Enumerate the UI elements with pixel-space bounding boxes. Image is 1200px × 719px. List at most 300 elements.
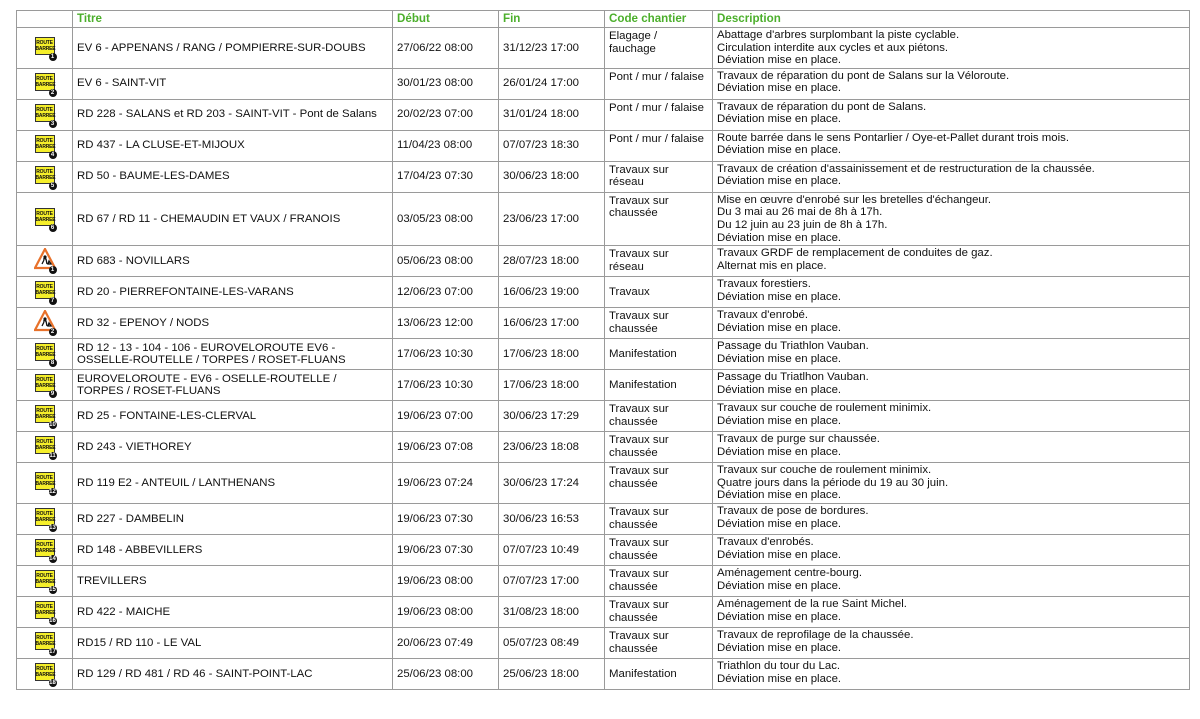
description-line: Déviation mise en place. — [717, 414, 842, 427]
cell-titre[interactable] — [73, 246, 393, 277]
row-icon-cell — [17, 370, 73, 401]
table-row[interactable] — [17, 432, 1190, 463]
road-closed-sign-icon — [34, 599, 56, 625]
road-closed-sign-icon — [34, 71, 56, 97]
cell-debut: 19/06/23 08:00 — [393, 596, 499, 627]
marker-number: 13 — [49, 524, 56, 531]
titre-line: RD 228 - SALANS et RD 203 - SAINT-VIT - Pont de Salans — [77, 108, 377, 121]
titre-line: OSSELLE-ROUTELLE / TORPES / ROSET-FLUANS — [77, 354, 346, 367]
sign-text-route: ROUTE — [36, 106, 53, 113]
sign-text-route: ROUTE — [36, 284, 53, 291]
cell-debut: 11/04/23 08:00 — [393, 130, 499, 161]
code-line: Elagage / — [609, 30, 658, 42]
header-icon — [17, 11, 73, 28]
sign-text-route: ROUTE — [36, 634, 53, 641]
row-icon-cell — [17, 28, 73, 69]
road-closed-sign-icon — [34, 537, 56, 563]
cell-fin: 17/06/23 18:00 — [499, 370, 605, 401]
sign-text-barree: BARREE — [35, 578, 56, 585]
roadworks-warning-icon — [34, 310, 56, 336]
table-row[interactable] — [17, 99, 1190, 130]
cell-description — [713, 370, 1190, 401]
titre-line: RD 227 - DAMBELIN — [77, 512, 184, 525]
row-icon-cell — [17, 277, 73, 308]
road-closed-sign-icon — [34, 206, 56, 232]
cell-titre[interactable] — [73, 596, 393, 627]
description-line: Déviation mise en place. — [717, 144, 842, 157]
cell-code-chantier — [605, 503, 713, 534]
cell-code-chantier — [605, 99, 713, 130]
cell-titre[interactable] — [73, 627, 393, 658]
cell-debut: 19/06/23 08:00 — [393, 565, 499, 596]
code-line: Pont / mur / falaise — [609, 132, 704, 145]
description-line: Route barrée dans le sens Pontarlier / Oye-et-Pallet durant trois mois. — [717, 131, 1070, 144]
road-closed-sign-icon — [34, 372, 56, 398]
cell-fin: 31/08/23 18:00 — [499, 596, 605, 627]
road-closed-sign-icon — [34, 279, 56, 305]
description-line: Mise en œuvre d'enrobé sur les bretelles d'échangeur. — [717, 193, 992, 206]
sign-text-barree: BARREE — [35, 383, 56, 390]
cell-code-chantier — [605, 130, 713, 161]
table-row[interactable] — [17, 503, 1190, 534]
header-description[interactable]: Description — [713, 11, 1190, 28]
code-line: Travaux sur — [609, 629, 669, 642]
cell-titre[interactable] — [73, 565, 393, 596]
row-icon-cell — [17, 130, 73, 161]
cell-description — [713, 192, 1190, 245]
description-line: Du 3 mai au 26 mai de 8h à 17h. — [717, 206, 883, 219]
cell-description — [713, 627, 1190, 658]
description-line: Du 12 juin au 23 juin de 8h à 17h. — [717, 218, 888, 231]
description-line: Travaux de purge sur chaussée. — [717, 433, 880, 446]
description-line: Travaux sur couche de roulement minimix. — [717, 464, 932, 477]
description-line: Travaux de pose de bordures. — [717, 504, 869, 517]
row-icon-cell — [17, 192, 73, 245]
marker-number: 4 — [49, 151, 57, 159]
cell-debut: 19/06/23 07:08 — [393, 432, 499, 463]
description-line: Travaux de réparation du pont de Salans. — [717, 100, 927, 113]
cell-debut: 19/06/23 07:30 — [393, 534, 499, 565]
cell-debut: 27/06/22 08:00 — [393, 28, 499, 69]
sign-text-route: ROUTE — [36, 39, 53, 46]
sign-text-route: ROUTE — [36, 541, 53, 548]
sign-text-barree: BARREE — [35, 445, 56, 452]
description-line: Déviation mise en place. — [717, 489, 842, 502]
row-icon-cell — [17, 308, 73, 339]
code-line: Pont / mur / falaise — [609, 70, 704, 83]
road-closed-sign-icon — [34, 341, 56, 367]
row-icon-cell — [17, 432, 73, 463]
cell-titre[interactable] — [73, 99, 393, 130]
cell-fin: 25/06/23 18:00 — [499, 658, 605, 689]
row-icon-cell — [17, 596, 73, 627]
table-row[interactable] — [17, 370, 1190, 401]
code-line: chaussée — [609, 415, 658, 428]
table-header-row — [17, 11, 1190, 28]
description-line: Déviation mise en place. — [717, 579, 842, 592]
code-line: Travaux sur — [609, 536, 669, 549]
cell-titre[interactable] — [73, 401, 393, 432]
sign-text-route: ROUTE — [36, 137, 53, 144]
table-row[interactable] — [17, 130, 1190, 161]
sign-text-barree: BARREE — [35, 414, 56, 421]
cell-fin: 17/06/23 18:00 — [499, 339, 605, 370]
cell-fin: 28/07/23 18:00 — [499, 246, 605, 277]
cell-debut: 05/06/23 08:00 — [393, 246, 499, 277]
marker-number: 2 — [49, 328, 57, 336]
cell-description — [713, 534, 1190, 565]
titre-line: RD 422 - MAICHE — [77, 605, 171, 618]
cell-titre[interactable] — [73, 503, 393, 534]
road-closed-sign-icon — [34, 164, 56, 190]
cell-debut: 17/06/23 10:30 — [393, 339, 499, 370]
row-icon-cell — [17, 534, 73, 565]
description-line: Travaux de réparation du pont de Salans sur la Véloroute. — [717, 69, 1010, 82]
cell-debut: 19/06/23 07:00 — [393, 401, 499, 432]
row-icon-cell — [17, 463, 73, 504]
row-icon-cell — [17, 161, 73, 192]
cell-code-chantier — [605, 68, 713, 99]
titre-line: RD 148 - ABBEVILLERS — [77, 543, 203, 556]
description-line: Déviation mise en place. — [717, 641, 842, 654]
description-line: Aménagement centre-bourg. — [717, 566, 862, 579]
code-line: Travaux — [609, 285, 650, 298]
table-row[interactable] — [17, 68, 1190, 99]
road-closed-sign-icon — [34, 434, 56, 460]
sign-text-barree: BARREE — [35, 81, 56, 88]
road-closed-sign-icon — [34, 568, 56, 594]
sign-text-route: ROUTE — [36, 603, 53, 610]
marker-number: 18 — [49, 679, 56, 686]
cell-code-chantier — [605, 401, 713, 432]
cell-fin: 30/06/23 17:24 — [499, 463, 605, 504]
code-line: chaussée — [609, 611, 658, 624]
sign-text-route: ROUTE — [36, 408, 53, 415]
cell-debut: 12/06/23 07:00 — [393, 277, 499, 308]
marker-number: 7 — [49, 297, 57, 305]
code-line: chaussée — [609, 549, 658, 562]
cell-fin: 30/06/23 17:29 — [499, 401, 605, 432]
road-closed-sign-icon — [34, 403, 56, 429]
cell-titre[interactable] — [73, 432, 393, 463]
description-line: Déviation mise en place. — [717, 290, 842, 303]
table-row[interactable] — [17, 565, 1190, 596]
table-row[interactable] — [17, 658, 1190, 689]
closures-table-container — [16, 10, 1189, 690]
description-line: Aménagement de la rue Saint Michel. — [717, 597, 907, 610]
marker-number: 5 — [49, 182, 57, 190]
table-row[interactable] — [17, 339, 1190, 370]
titre-line: RD 683 - NOVILLARS — [77, 254, 190, 267]
cell-debut: 20/06/23 07:49 — [393, 627, 499, 658]
table-row[interactable] — [17, 28, 1190, 69]
table-row[interactable] — [17, 161, 1190, 192]
sign-text-route: ROUTE — [36, 75, 53, 82]
sign-text-barree: BARREE — [35, 352, 56, 359]
cell-code-chantier — [605, 534, 713, 565]
description-line: Travaux d'enrobé. — [717, 309, 809, 322]
cell-description — [713, 28, 1190, 69]
sign-text-barree: BARREE — [35, 290, 56, 297]
cell-code-chantier — [605, 596, 713, 627]
cell-description — [713, 308, 1190, 339]
sign-text-barree: BARREE — [35, 481, 56, 488]
description-line: Travaux GRDF de remplacement de conduites de gaz. — [717, 247, 993, 260]
cell-debut: 19/06/23 07:30 — [393, 503, 499, 534]
marker-number: 2 — [49, 89, 57, 97]
cell-code-chantier — [605, 370, 713, 401]
cell-debut: 30/01/23 08:00 — [393, 68, 499, 99]
cell-fin: 16/06/23 19:00 — [499, 277, 605, 308]
sign-text-barree: BARREE — [35, 112, 56, 119]
titre-line: RD 437 - LA CLUSE-ET-MIJOUX — [77, 139, 245, 152]
sign-text-barree: BARREE — [35, 216, 56, 223]
marker-number: 12 — [49, 489, 56, 496]
header-fin[interactable]: Fin — [499, 11, 605, 28]
marker-number: 17 — [49, 648, 56, 655]
cell-fin: 23/06/23 17:00 — [499, 192, 605, 245]
cell-code-chantier — [605, 432, 713, 463]
code-line: chaussée — [609, 642, 658, 655]
code-line: réseau — [609, 260, 644, 273]
titre-line: RD 12 - 13 - 104 - 106 - EUROVELOROUTE EV6 - — [77, 341, 336, 354]
sign-text-barree: BARREE — [35, 609, 56, 616]
description-line: Triathlon du tour du Lac. — [717, 659, 841, 672]
code-line: Pont / mur / falaise — [609, 101, 704, 114]
row-icon-cell — [17, 68, 73, 99]
code-line: Manifestation — [609, 347, 677, 360]
description-line: Travaux de création d'assainissement et de restructuration de la chaussée. — [717, 162, 1095, 175]
marker-number: 15 — [49, 586, 56, 593]
marker-number: 9 — [49, 390, 57, 398]
road-closed-sign-icon — [34, 35, 56, 61]
cell-debut: 03/05/23 08:00 — [393, 192, 499, 245]
sign-text-barree: BARREE — [35, 640, 56, 647]
road-closed-sign-icon — [34, 661, 56, 687]
cell-description — [713, 130, 1190, 161]
cell-code-chantier — [605, 565, 713, 596]
row-icon-cell — [17, 339, 73, 370]
titre-line: TREVILLERS — [77, 574, 147, 587]
description-line: Quatre jours dans la période du 19 au 30 juin. — [717, 476, 949, 489]
cell-debut: 20/02/23 07:00 — [393, 99, 499, 130]
description-line: Déviation mise en place. — [717, 445, 842, 458]
cell-debut: 13/06/23 12:00 — [393, 308, 499, 339]
cell-code-chantier — [605, 339, 713, 370]
cell-titre[interactable] — [73, 308, 393, 339]
cell-fin: 30/06/23 18:00 — [499, 161, 605, 192]
description-line: Déviation mise en place. — [717, 548, 842, 561]
description-line: Déviation mise en place. — [717, 517, 842, 530]
marker-number: 6 — [49, 224, 57, 232]
cell-titre[interactable] — [73, 192, 393, 245]
cell-titre[interactable] — [73, 370, 393, 401]
cell-code-chantier — [605, 658, 713, 689]
code-line: fauchage — [609, 42, 656, 55]
cell-description — [713, 68, 1190, 99]
cell-description — [713, 161, 1190, 192]
sign-text-route: ROUTE — [36, 475, 53, 482]
code-line: Travaux sur — [609, 434, 669, 447]
cell-fin: 31/12/23 17:00 — [499, 28, 605, 69]
titre-line: EV 6 - APPENANS / RANG / POMPIERRE-SUR-DOUBS — [77, 41, 366, 54]
roadworks-warning-icon — [34, 248, 56, 274]
cell-description — [713, 503, 1190, 534]
road-closed-sign-icon — [34, 133, 56, 159]
marker-number: 14 — [49, 555, 56, 562]
table-row[interactable] — [17, 627, 1190, 658]
cell-debut: 17/04/23 07:30 — [393, 161, 499, 192]
marker-number: 11 — [49, 453, 56, 460]
titre-line: TORPES / ROSET-FLUANS — [77, 385, 221, 398]
cell-fin: 05/07/23 08:49 — [499, 627, 605, 658]
cell-fin: 07/07/23 18:30 — [499, 130, 605, 161]
cell-titre[interactable] — [73, 463, 393, 504]
description-line: Déviation mise en place. — [717, 175, 842, 188]
cell-titre[interactable] — [73, 339, 393, 370]
cell-fin: 07/07/23 17:00 — [499, 565, 605, 596]
table-row[interactable] — [17, 192, 1190, 245]
cell-debut: 17/06/23 10:30 — [393, 370, 499, 401]
cell-fin: 23/06/23 18:08 — [499, 432, 605, 463]
road-closures-table — [16, 10, 1190, 690]
cell-code-chantier — [605, 627, 713, 658]
cell-fin: 30/06/23 16:53 — [499, 503, 605, 534]
table-row[interactable] — [17, 246, 1190, 277]
cell-titre[interactable] — [73, 277, 393, 308]
table-row[interactable] — [17, 596, 1190, 627]
sign-text-barree: BARREE — [35, 174, 56, 181]
code-line: Manifestation — [609, 378, 677, 391]
sign-text-route: ROUTE — [36, 665, 53, 672]
sign-text-route: ROUTE — [36, 572, 53, 579]
titre-line: EUROVELOROUTE - EV6 - OSELLE-ROUTELLE / — [77, 372, 337, 385]
titre-line: RD 32 - EPENOY / NODS — [77, 316, 210, 329]
code-line: Travaux sur — [609, 310, 669, 323]
description-line: Déviation mise en place. — [717, 321, 842, 334]
sign-text-barree: BARREE — [35, 547, 56, 554]
road-closed-sign-icon — [34, 102, 56, 128]
sign-text-route: ROUTE — [36, 210, 53, 217]
table-row[interactable] — [17, 308, 1190, 339]
sign-text-route: ROUTE — [36, 346, 53, 353]
header-code-chantier[interactable]: Code chantier — [605, 11, 713, 28]
sign-text-route: ROUTE — [36, 510, 53, 517]
sign-text-route: ROUTE — [36, 377, 53, 384]
cell-titre[interactable] — [73, 658, 393, 689]
table-row[interactable] — [17, 463, 1190, 504]
cell-description — [713, 246, 1190, 277]
code-line: chaussée — [609, 446, 658, 459]
titre-line: RD 243 - VIETHOREY — [77, 440, 192, 453]
row-icon-cell — [17, 658, 73, 689]
code-line: chaussée — [609, 580, 658, 593]
marker-number: 1 — [49, 266, 57, 274]
description-line: Déviation mise en place. — [717, 231, 842, 244]
cell-description — [713, 432, 1190, 463]
cell-debut: 19/06/23 07:24 — [393, 463, 499, 504]
titre-line: RD 50 - BAUME-LES-DAMES — [77, 170, 230, 183]
cell-description — [713, 277, 1190, 308]
cell-description — [713, 463, 1190, 504]
titre-line: RD 119 E2 - ANTEUIL / LANTHENANS — [77, 476, 276, 489]
table-row[interactable] — [17, 277, 1190, 308]
row-icon-cell — [17, 503, 73, 534]
cell-titre[interactable] — [73, 28, 393, 69]
description-line: Circulation interdite aux cycles et aux piétons. — [717, 41, 949, 54]
cell-description — [713, 339, 1190, 370]
titre-line: EV 6 - SAINT-VIT — [77, 77, 167, 90]
description-line: Déviation mise en place. — [717, 113, 842, 126]
code-line: Manifestation — [609, 667, 677, 680]
description-line: Déviation mise en place. — [717, 672, 842, 685]
cell-titre[interactable] — [73, 534, 393, 565]
titre-line: RD 67 / RD 11 - CHEMAUDIN ET VAUX / FRANOIS — [77, 212, 341, 225]
code-line: Travaux sur — [609, 598, 669, 611]
code-line: Travaux sur — [609, 248, 669, 261]
description-line: Passage du Triathlon Vauban. — [717, 340, 869, 353]
table-row[interactable] — [17, 534, 1190, 565]
sign-text-route: ROUTE — [36, 439, 53, 446]
marker-number: 16 — [49, 617, 56, 624]
header-titre[interactable]: Titre — [73, 11, 393, 28]
row-icon-cell — [17, 246, 73, 277]
cell-debut: 25/06/23 08:00 — [393, 658, 499, 689]
cell-fin: 07/07/23 10:49 — [499, 534, 605, 565]
marker-number: 8 — [49, 359, 57, 367]
code-line: chaussée — [609, 322, 658, 335]
table-body — [17, 28, 1190, 690]
table-row[interactable] — [17, 401, 1190, 432]
header-debut[interactable]: Début — [393, 11, 499, 28]
row-icon-cell — [17, 401, 73, 432]
code-line: Travaux sur — [609, 505, 669, 518]
code-line: Travaux sur — [609, 194, 669, 207]
road-closed-sign-icon — [34, 506, 56, 532]
description-line: Déviation mise en place. — [717, 352, 842, 365]
cell-code-chantier — [605, 192, 713, 245]
cell-titre[interactable] — [73, 68, 393, 99]
sign-text-barree: BARREE — [35, 671, 56, 678]
description-line: Travaux forestiers. — [717, 278, 811, 291]
description-line: Déviation mise en place. — [717, 82, 842, 95]
cell-code-chantier — [605, 463, 713, 504]
code-line: chaussée — [609, 477, 658, 490]
titre-line: RD15 / RD 110 - LE VAL — [77, 636, 202, 649]
marker-number: 10 — [49, 422, 56, 429]
code-line: Travaux sur — [609, 403, 669, 416]
description-line: Travaux d'enrobés. — [717, 535, 814, 548]
cell-code-chantier — [605, 28, 713, 69]
cell-titre[interactable] — [73, 161, 393, 192]
description-line: Travaux sur couche de roulement minimix. — [717, 402, 932, 415]
cell-fin: 31/01/24 18:00 — [499, 99, 605, 130]
titre-line: RD 25 - FONTAINE-LES-CLERVAL — [77, 409, 257, 422]
sign-text-route: ROUTE — [36, 168, 53, 175]
titre-line: RD 129 / RD 481 / RD 46 - SAINT-POINT-LAC — [77, 667, 313, 680]
cell-fin: 26/01/24 17:00 — [499, 68, 605, 99]
cell-code-chantier — [605, 161, 713, 192]
description-line: Déviation mise en place. — [717, 610, 842, 623]
marker-number: 1 — [49, 53, 57, 61]
cell-code-chantier — [605, 308, 713, 339]
code-line: Travaux sur — [609, 465, 669, 478]
description-line: Alternat mis en place. — [717, 259, 827, 272]
road-closed-sign-icon — [34, 470, 56, 496]
cell-titre[interactable] — [73, 130, 393, 161]
row-icon-cell — [17, 627, 73, 658]
cell-description — [713, 658, 1190, 689]
